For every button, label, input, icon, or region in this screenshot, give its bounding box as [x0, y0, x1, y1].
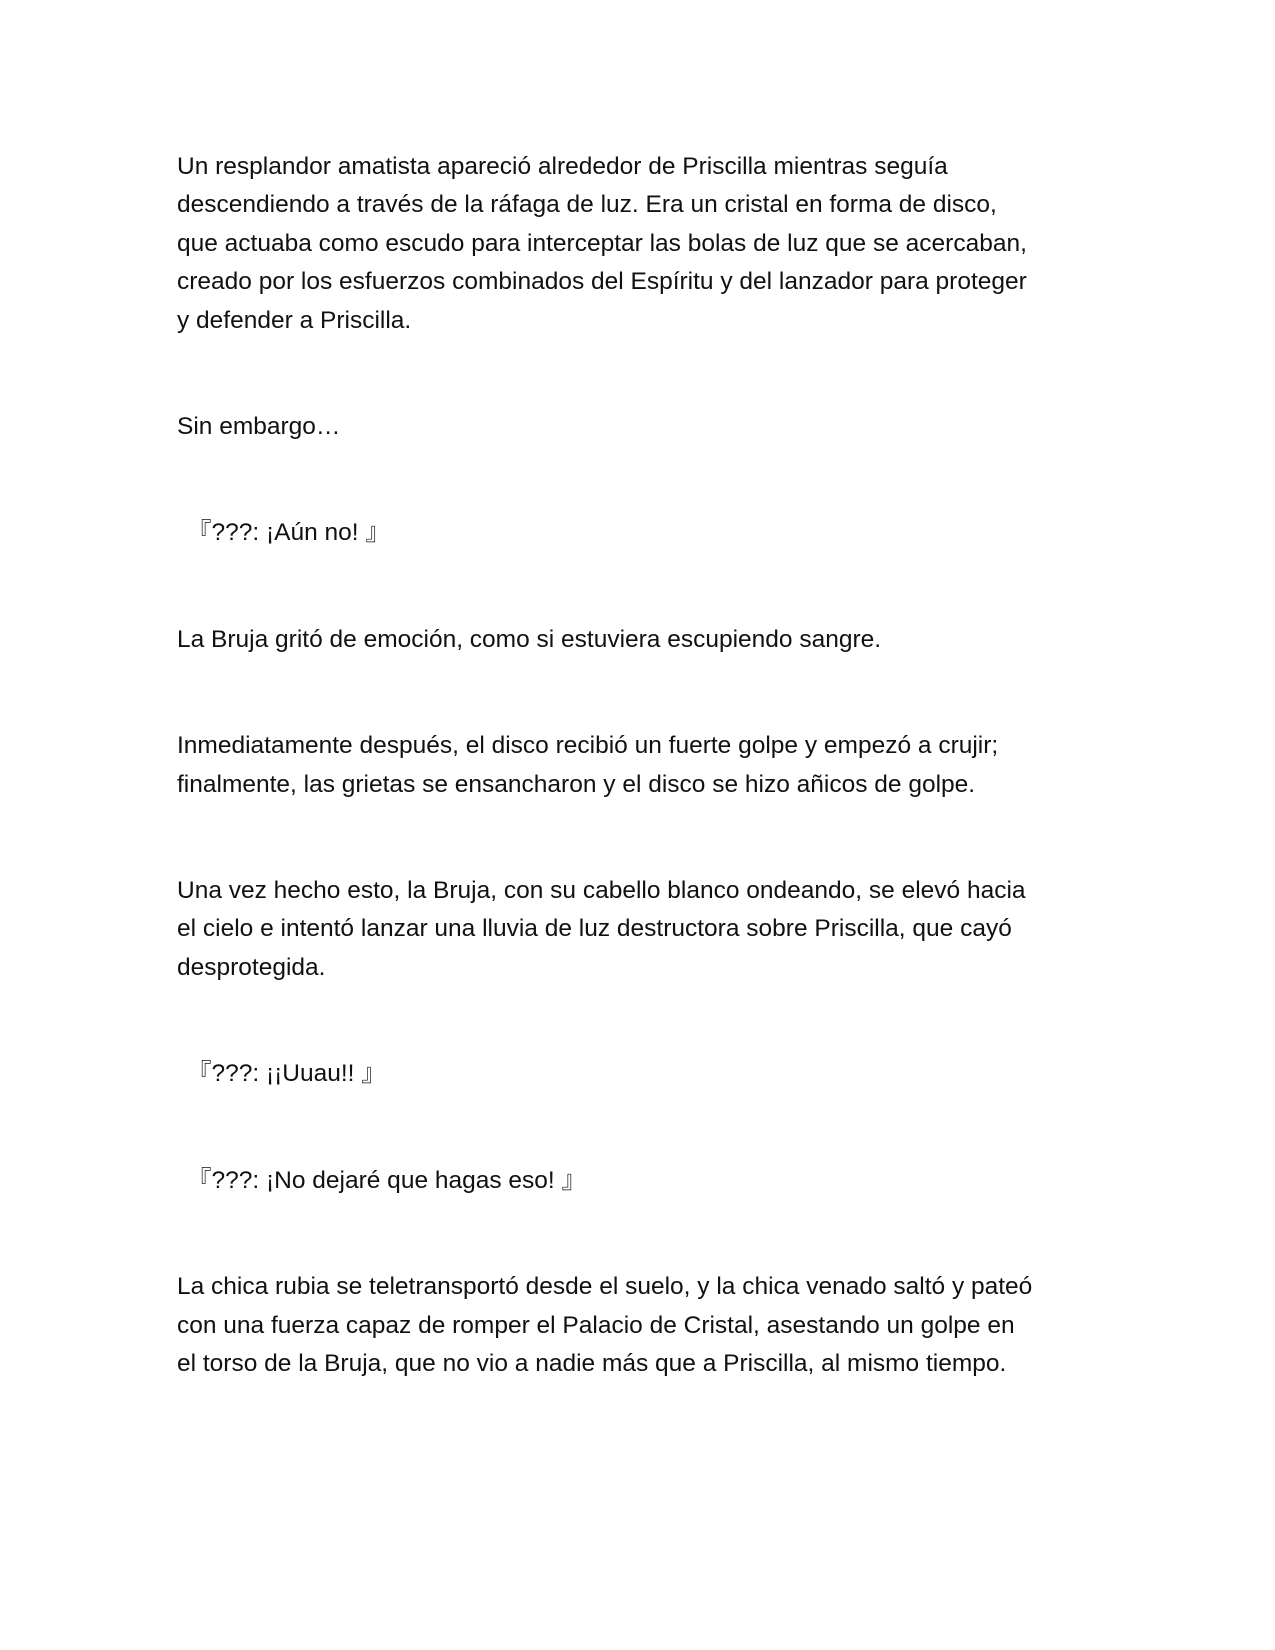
text-line: La chica rubia se teletransportó desde el suelo, y la chica venado saltó y pateó [177, 1273, 1033, 1301]
dialogue-wont-let [177, 1162, 1107, 1200]
dialogue-uuau [177, 1055, 1107, 1093]
text-line: que actuaba como escudo para interceptar las bolas de luz que se acercaban, [177, 229, 1027, 257]
paragraph-disc-shatter [177, 727, 1107, 804]
text-line: desprotegida. [177, 953, 326, 981]
text-line: el cielo e intentó lanzar una lluvia de luz destructora sobre Priscilla, que cayó [177, 915, 1012, 943]
text-line: finalmente, las grietas se ensancharon y el disco se hizo añicos de golpe. [177, 770, 976, 798]
dialogue-line: 『???: ¡¡Uuau!! 』 [187, 1060, 386, 1088]
text-line: Sin embargo… [177, 413, 341, 441]
text-line: descendiendo a través de la ráfaga de luz. Era un cristal en forma de disco, [177, 191, 997, 219]
document-body [177, 148, 1107, 1383]
text-line: Una vez hecho esto, la Bruja, con su cabello blanco ondeando, se elevó hacia [177, 877, 1026, 905]
text-line: creado por los esfuerzos combinados del Espíritu y del lanzador para proteger [177, 268, 1027, 296]
text-line: el torso de la Bruja, que no vio a nadie más que a Priscilla, al mismo tiempo. [177, 1349, 1007, 1377]
dialogue-line: 『???: ¡No dejaré que hagas eso! 』 [187, 1166, 587, 1194]
text-line: y defender a Priscilla. [177, 306, 412, 334]
paragraph-however [177, 408, 1107, 446]
dialogue-not-yet [177, 514, 1107, 552]
text-line: Inmediatamente después, el disco recibió un fuerte golpe y empezó a crujir; [177, 732, 999, 760]
text-line: Un resplandor amatista apareció alrededor de Priscilla mientras seguía [177, 153, 948, 180]
dialogue-line: 『???: ¡Aún no! 』 [187, 519, 390, 547]
text-line: La Bruja gritó de emoción, como si estuviera escupiendo sangre. [177, 625, 882, 653]
paragraph-witch-rise [177, 872, 1107, 987]
paragraph-blonde-girl [177, 1268, 1107, 1383]
text-line: con una fuerza capaz de romper el Palacio de Cristal, asestando un golpe en [177, 1311, 1015, 1339]
paragraph-witch-scream [177, 621, 1107, 659]
paragraph-shield [177, 148, 1107, 340]
